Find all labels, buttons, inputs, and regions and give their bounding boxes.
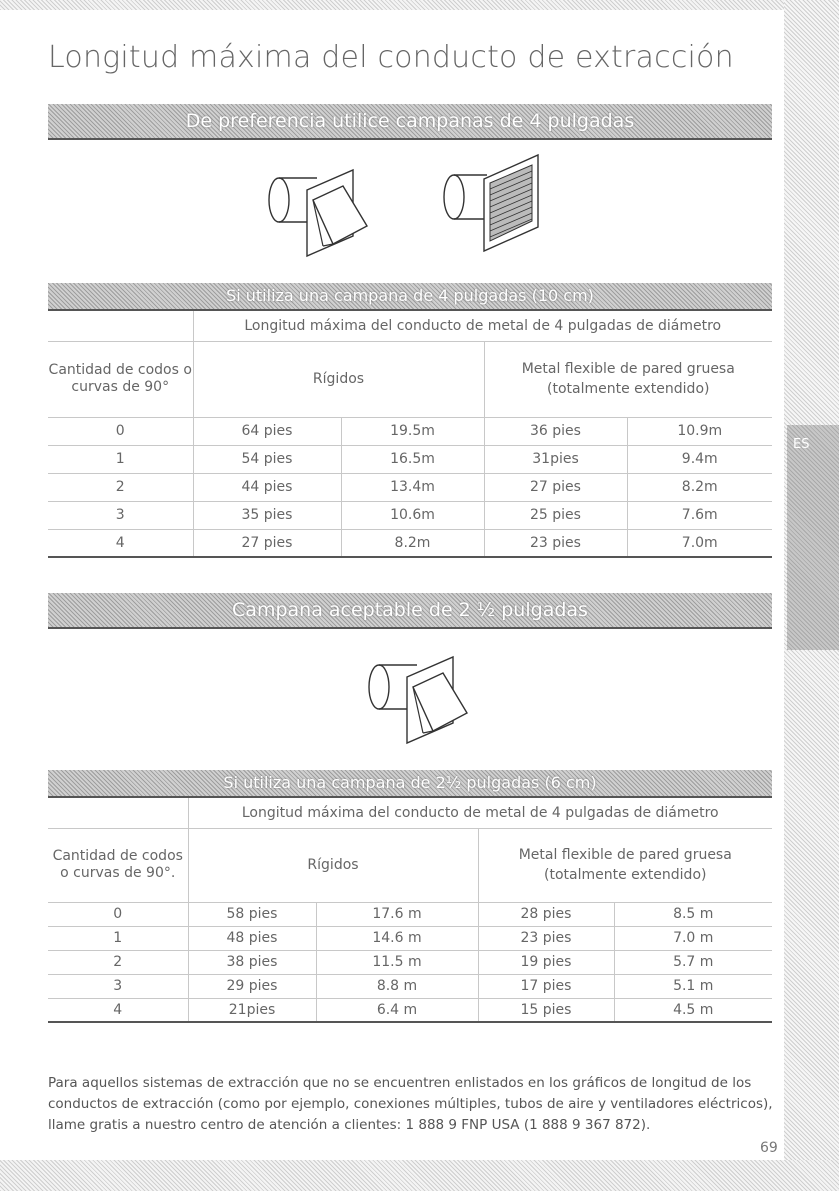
table2-caption: Longitud máxima del conducto de metal de 4 pulgadas de diámetro <box>188 798 772 828</box>
table1-count: 1 <box>48 445 193 473</box>
table-row <box>48 974 772 998</box>
table-row <box>48 501 772 529</box>
table-row <box>48 902 772 926</box>
table1-caption: Longitud máxima del conducto de metal de 4 pulgadas de diámetro <box>193 311 772 341</box>
page-border-bottom <box>0 1160 839 1191</box>
section2-banner-rule <box>48 627 772 629</box>
table1-flex-m: 8.2m <box>627 473 772 501</box>
table1-count: 2 <box>48 473 193 501</box>
table1-rigid-m: 10.6m <box>341 501 484 529</box>
section1-banner: De preferencia utilice campanas de 4 pulgadas <box>48 104 772 138</box>
table2-flex-m: 8.5 m <box>614 902 772 926</box>
table2-rigid-ft: 58 pies <box>188 902 316 926</box>
table1-count: 3 <box>48 501 193 529</box>
table1-flex-m: 9.4m <box>627 445 772 473</box>
table-row <box>48 473 772 501</box>
table1-rigid-m: 16.5m <box>341 445 484 473</box>
table1-flex-ft: 36 pies <box>484 417 627 445</box>
table1-flex-ft: 23 pies <box>484 529 627 557</box>
table1-rigid-m: 19.5m <box>341 417 484 445</box>
table1-flex-m: 7.0m <box>627 529 772 557</box>
section2-banner: Campana aceptable de 2 ½ pulgadas <box>48 593 772 627</box>
table1-count: 0 <box>48 417 193 445</box>
language-tab <box>787 425 839 650</box>
table2 <box>48 798 772 1023</box>
table2-count: 2 <box>48 950 188 974</box>
table2-rigid-m: 17.6 m <box>316 902 478 926</box>
table1-flex-ft: 25 pies <box>484 501 627 529</box>
table1-banner: Si utiliza una campana de 4 pulgadas (10 cm) <box>48 283 772 309</box>
table2-count-header: Cantidad de codos o curvas de 90°. <box>48 828 188 902</box>
table2-flex-header: Metal flexible de pared gruesa (totalmente extendido) <box>478 828 772 902</box>
table2-count: 4 <box>48 998 188 1022</box>
table2-caption-row <box>48 798 772 828</box>
table2-flex-m: 5.1 m <box>614 974 772 998</box>
table2-flex-ft: 15 pies <box>478 998 614 1022</box>
table2-rigid-m: 6.4 m <box>316 998 478 1022</box>
language-tab-label: ES <box>793 437 810 452</box>
grille-hood-illustration <box>432 145 552 265</box>
table2-flex-ft: 19 pies <box>478 950 614 974</box>
table1-rigid-ft: 27 pies <box>193 529 341 557</box>
table1-flex-ft: 27 pies <box>484 473 627 501</box>
table1-empty-cell <box>48 311 193 341</box>
table2-count: 1 <box>48 926 188 950</box>
table2-flex-m: 7.0 m <box>614 926 772 950</box>
table1-flex-m: 10.9m <box>627 417 772 445</box>
page-title: Longitud máxima del conducto de extracción <box>48 40 734 75</box>
table2-rigid-ft: 48 pies <box>188 926 316 950</box>
table1-rigid-header: Rígidos <box>193 341 484 417</box>
table-row <box>48 950 772 974</box>
table1-flex-header: Metal flexible de pared gruesa (totalmente extendido) <box>484 341 772 417</box>
table1-rigid-m: 8.2m <box>341 529 484 557</box>
table-row <box>48 998 772 1022</box>
table1-count-header: Cantidad de codos o curvas de 90° <box>48 341 193 417</box>
table2-count: 0 <box>48 902 188 926</box>
table1-count: 4 <box>48 529 193 557</box>
table2-flex-m: 5.7 m <box>614 950 772 974</box>
table2-flex-m: 4.5 m <box>614 998 772 1022</box>
table-row <box>48 529 772 557</box>
table1-caption-row <box>48 311 772 341</box>
table2-banner: Si utiliza una campana de 2½ pulgadas (6 cm) <box>48 770 772 796</box>
table1-header-row <box>48 341 772 417</box>
table2-rigid-m: 14.6 m <box>316 926 478 950</box>
table1-rigid-ft: 54 pies <box>193 445 341 473</box>
table2-rigid-ft: 29 pies <box>188 974 316 998</box>
table1-rigid-ft: 44 pies <box>193 473 341 501</box>
table1-rigid-ft: 35 pies <box>193 501 341 529</box>
table2-rigid-header: Rígidos <box>188 828 478 902</box>
table2-count: 3 <box>48 974 188 998</box>
table2-header-row <box>48 828 772 902</box>
louvered-hood-illustration <box>255 148 385 263</box>
table2-rigid-m: 8.8 m <box>316 974 478 998</box>
page-number: 69 <box>760 1140 778 1156</box>
table1 <box>48 311 772 558</box>
table-row <box>48 417 772 445</box>
table1-rigid-ft: 64 pies <box>193 417 341 445</box>
table-row <box>48 445 772 473</box>
table2-flex-ft: 28 pies <box>478 902 614 926</box>
table2-flex-ft: 23 pies <box>478 926 614 950</box>
table2-rigid-ft: 38 pies <box>188 950 316 974</box>
footnote-paragraph: Para aquellos sistemas de extracción que no se encuentren enlistados en los gráficos de longitud de los conductos de extracción (como por ejemplo, conexiones múltiples, tubos de aire y ventiladores eléctricos), llame gratis a nuestro centro de atención a clientes: 1 888 9 FNP USA (1 888 9 367 872). <box>48 1075 773 1133</box>
page-border-top <box>0 0 839 10</box>
table2-rigid-m: 11.5 m <box>316 950 478 974</box>
table2-flex-ft: 17 pies <box>478 974 614 998</box>
table2-rigid-ft: 21pies <box>188 998 316 1022</box>
table1-flex-ft: 31pies <box>484 445 627 473</box>
small-hood-illustration <box>355 635 485 750</box>
section1-banner-rule <box>48 138 772 140</box>
table1-rigid-m: 13.4m <box>341 473 484 501</box>
table1-flex-m: 7.6m <box>627 501 772 529</box>
table2-empty-cell <box>48 798 188 828</box>
table-row <box>48 926 772 950</box>
